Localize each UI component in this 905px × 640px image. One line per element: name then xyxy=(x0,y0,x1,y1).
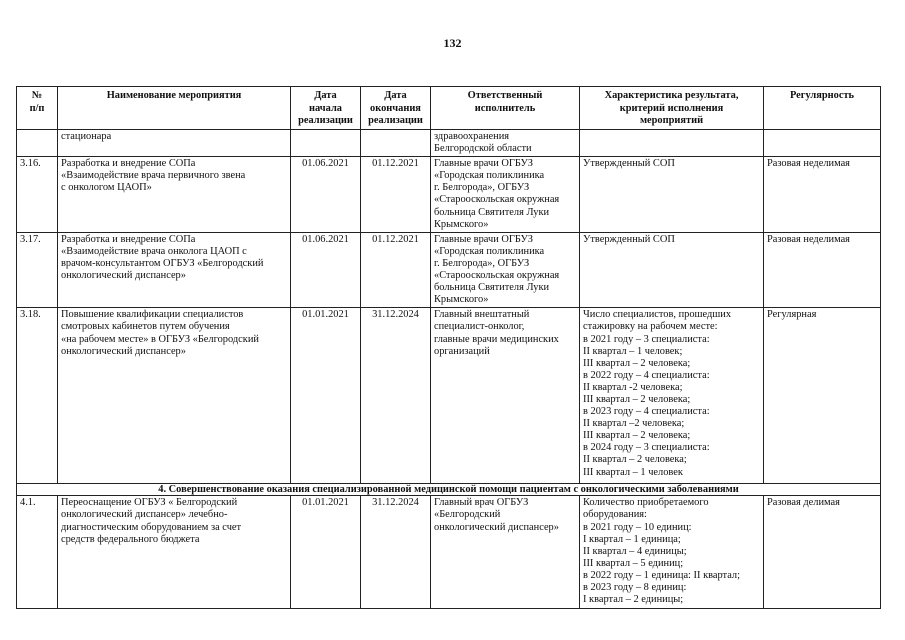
cell-activity-name: Разработка и внедрение СОПа «Взаимодействие врача первичного звена с онкологом ЦАОП» xyxy=(58,157,291,233)
table-row xyxy=(17,232,881,308)
table-header-row xyxy=(17,87,881,130)
cell-executor: Главные врачи ОГБУЗ «Городская поликлиника г. Белгорода», ОГБУЗ «Старооскольская окружная больница Святителя Луки Крымского» xyxy=(431,157,580,233)
cell-result: Утвержденный СОП xyxy=(580,157,764,233)
cell-regularity: Разовая неделимая xyxy=(764,157,881,233)
cell-start-date: 01.01.2021 xyxy=(291,308,361,484)
cell-activity-name: Разработка и внедрение СОПа «Взаимодействие врача онколога ЦАОП с врачом-консультантом ОГБУЗ «Белгородский онкологический диспансер» xyxy=(58,232,291,308)
cell-number: 4.1. xyxy=(17,496,58,609)
cell-end-date: 01.12.2021 xyxy=(361,232,431,308)
cell-executor: Главный внештатный специалист-онколог, главные врачи медицинских организаций xyxy=(431,308,580,484)
cell-number: 3.16. xyxy=(17,157,58,233)
table-row xyxy=(17,130,881,157)
header-end-date: Дата окончания реализации xyxy=(361,87,431,130)
cell-end-date xyxy=(361,130,431,157)
cell-result: Количество приобретаемого оборудования: в 2021 году – 10 единиц: I квартал – 1 единица; II квартал – 4 единицы; III квартал – 5 единиц; в 2022 году – 1 единица: II квартал; в 2023 году – 8 единиц: I квартал – 2 единицы; xyxy=(580,496,764,609)
cell-result xyxy=(580,130,764,157)
cell-end-date: 31.12.2024 xyxy=(361,496,431,609)
section-title: 4. Совершенствование оказания специализированной медицинской помощи пациентам с онкологическими заболеваниями xyxy=(17,484,881,496)
cell-end-date: 31.12.2024 xyxy=(361,308,431,484)
cell-executor: Главный врач ОГБУЗ «Белгородский онкологический диспансер» xyxy=(431,496,580,609)
cell-regularity xyxy=(764,130,881,157)
cell-number: 3.18. xyxy=(17,308,58,484)
header-executor: Ответственный исполнитель xyxy=(431,87,580,130)
page-number: 132 xyxy=(443,36,462,50)
header-number: № п/п xyxy=(17,87,58,130)
section-header-row xyxy=(17,484,881,496)
activities-table xyxy=(16,86,881,609)
table-row xyxy=(17,157,881,233)
header-result: Характеристика результата, критерий исполнения мероприятий xyxy=(580,87,764,130)
cell-activity-name: Повышение квалификации специалистов смотровых кабинетов путем обучения «на рабочем месте» в ОГБУЗ «Белгородский онкологический диспансер» xyxy=(58,308,291,484)
cell-regularity: Регулярная xyxy=(764,308,881,484)
cell-start-date: 01.06.2021 xyxy=(291,232,361,308)
cell-regularity: Разовая делимая xyxy=(764,496,881,609)
header-activity-name: Наименование мероприятия xyxy=(58,87,291,130)
cell-start-date xyxy=(291,130,361,157)
cell-activity-name: Переоснащение ОГБУЗ « Белгородский онкологический диспансер» лечебно- диагностическим оборудованием за счет средств федерального бюджета xyxy=(58,496,291,609)
cell-result: Число специалистов, прошедших стажировку на рабочем месте: в 2021 году – 3 специалиста: II квартал – 1 человек; III квартал – 2 человека; в 2022 году – 4 специалиста: II квартал -2 человека; III квартал – 2 человека; в 2023 году – 4 специалиста: II квартал –2 человека; III квартал – 2 человека; в 2024 году – 3 специалиста: II квартал – 2 человека; III квартал – 1 человек xyxy=(580,308,764,484)
cell-number: 3.17. xyxy=(17,232,58,308)
table-row xyxy=(17,496,881,609)
cell-end-date: 01.12.2021 xyxy=(361,157,431,233)
cell-start-date: 01.06.2021 xyxy=(291,157,361,233)
header-regularity: Регулярность xyxy=(764,87,881,130)
cell-number xyxy=(17,130,58,157)
cell-executor: здравоохранения Белгородской области xyxy=(431,130,580,157)
cell-activity-name: стационара xyxy=(58,130,291,157)
header-start-date: Дата начала реализации xyxy=(291,87,361,130)
cell-regularity: Разовая неделимая xyxy=(764,232,881,308)
cell-executor: Главные врачи ОГБУЗ «Городская поликлиника г. Белгорода», ОГБУЗ «Старооскольская окружная больница Святителя Луки Крымского» xyxy=(431,232,580,308)
cell-start-date: 01.01.2021 xyxy=(291,496,361,609)
table-row xyxy=(17,308,881,484)
cell-result: Утвержденный СОП xyxy=(580,232,764,308)
